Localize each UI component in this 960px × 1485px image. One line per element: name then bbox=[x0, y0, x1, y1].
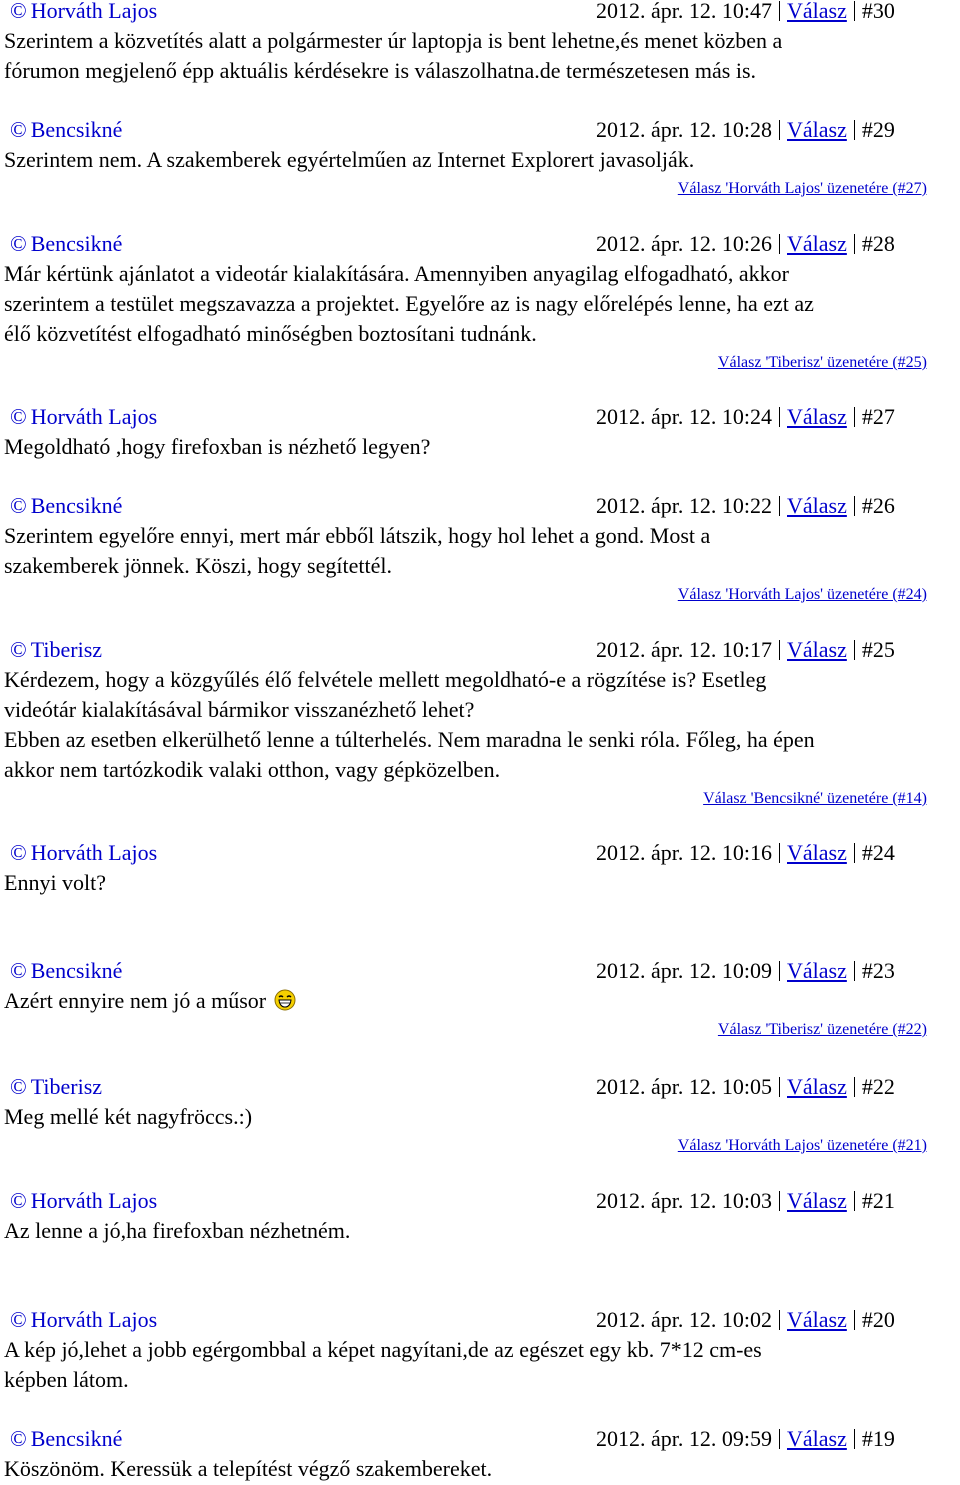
post-text: A kép jó,lehet a jobb egérgombbal a képet nagyítani,de az egészet egy kb. 7*12 cm-es bbox=[4, 1337, 762, 1362]
post-text-line bbox=[4, 145, 934, 175]
post-datetime: 2012. ápr. 12. 10:26 bbox=[596, 231, 772, 256]
forum-post bbox=[0, 635, 960, 813]
separator bbox=[779, 1191, 780, 1211]
separator bbox=[779, 1, 780, 21]
post-body bbox=[0, 145, 934, 203]
forum-post bbox=[0, 838, 960, 898]
copyright-icon: © bbox=[10, 958, 27, 983]
post-body bbox=[0, 521, 934, 609]
forum-post bbox=[0, 402, 960, 462]
copyright-icon: © bbox=[10, 231, 27, 256]
copyright-icon: © bbox=[10, 840, 27, 865]
post-header bbox=[0, 402, 960, 432]
forum-post bbox=[0, 1072, 960, 1160]
post-body bbox=[0, 432, 934, 462]
reply-to-link[interactable]: Válasz 'Horváth Lajos' üzenetére (#24) bbox=[677, 586, 927, 603]
separator bbox=[854, 961, 855, 981]
author-name: Horváth Lajos bbox=[30, 840, 158, 865]
separator bbox=[779, 407, 780, 427]
post-text: Szerintem nem. A szakemberek egyértelműen az Internet Explorert javasolják. bbox=[4, 147, 695, 172]
author-name: Tiberisz bbox=[30, 637, 103, 662]
post-body bbox=[0, 1454, 934, 1484]
post-text-line bbox=[4, 665, 934, 695]
post-number: #27 bbox=[861, 404, 895, 429]
post-body bbox=[0, 259, 934, 377]
reply-link[interactable]: Válasz bbox=[787, 1426, 847, 1451]
separator bbox=[854, 843, 855, 863]
post-number: #20 bbox=[861, 1307, 895, 1332]
post-text-line bbox=[4, 725, 934, 755]
reply-link[interactable]: Válasz bbox=[787, 840, 847, 865]
post-text: fórumon megjelenő épp aktuális kérdésekre is válaszolhatna.de természetesen más is. bbox=[4, 58, 757, 83]
post-text-line bbox=[4, 551, 934, 581]
author-link[interactable] bbox=[10, 1305, 157, 1335]
separator bbox=[779, 120, 780, 140]
post-number: #23 bbox=[861, 958, 895, 983]
post-text: Köszönöm. Keressük a telepítést végző szakembereket. bbox=[4, 1456, 493, 1481]
post-number: #26 bbox=[861, 493, 895, 518]
author-link[interactable] bbox=[10, 402, 157, 432]
post-text: videótár kialakításával bármikor visszanézhető lehet? bbox=[4, 697, 475, 722]
post-text-line bbox=[4, 289, 934, 319]
forum-post bbox=[0, 115, 960, 203]
post-number: #21 bbox=[861, 1188, 895, 1213]
post-number: #29 bbox=[861, 117, 895, 142]
post-number: #28 bbox=[861, 231, 895, 256]
reply-link[interactable]: Válasz bbox=[787, 0, 847, 23]
post-text: Szerintem egyelőre ennyi, mert már ebből látszik, hogy hol lehet a gond. Most a bbox=[4, 523, 711, 548]
author-name: Bencsikné bbox=[30, 493, 123, 518]
separator bbox=[779, 843, 780, 863]
post-text-line bbox=[4, 868, 934, 898]
post-text-line bbox=[4, 986, 934, 1016]
reply-link[interactable]: Válasz bbox=[787, 117, 847, 142]
post-header bbox=[0, 115, 960, 145]
post-meta bbox=[596, 229, 895, 259]
post-text: képben látom. bbox=[4, 1367, 129, 1392]
copyright-icon: © bbox=[10, 1307, 27, 1332]
separator bbox=[854, 1, 855, 21]
post-body bbox=[0, 665, 934, 813]
post-text: élő közvetítést elfogadható minőségben boztosítani tudnánk. bbox=[4, 321, 537, 346]
post-datetime: 2012. ápr. 12. 10:24 bbox=[596, 404, 772, 429]
copyright-icon: © bbox=[10, 1188, 27, 1213]
copyright-icon: © bbox=[10, 0, 27, 23]
post-header bbox=[0, 635, 960, 665]
separator bbox=[779, 961, 780, 981]
forum-post bbox=[0, 0, 960, 86]
post-datetime: 2012. ápr. 12. 10:17 bbox=[596, 637, 772, 662]
reply-to-link[interactable]: Válasz 'Tiberisz' üzenetére (#25) bbox=[717, 354, 927, 371]
post-header bbox=[0, 1186, 960, 1216]
post-body bbox=[0, 1216, 934, 1246]
post-text-line bbox=[4, 26, 934, 56]
separator bbox=[854, 1310, 855, 1330]
post-text: Már kértünk ajánlatot a videotár kialakítására. Amennyiben anyagilag elfogadható, akkor bbox=[4, 261, 789, 286]
post-datetime: 2012. ápr. 12. 10:22 bbox=[596, 493, 772, 518]
post-datetime: 2012. ápr. 12. 10:16 bbox=[596, 840, 772, 865]
post-text-line bbox=[4, 1335, 934, 1365]
author-name: Bencsikné bbox=[30, 958, 123, 983]
author-link[interactable] bbox=[10, 0, 157, 26]
post-text-line bbox=[4, 259, 934, 289]
copyright-icon: © bbox=[10, 493, 27, 518]
author-name: Horváth Lajos bbox=[30, 404, 158, 429]
author-link[interactable] bbox=[10, 229, 122, 259]
post-body bbox=[0, 868, 934, 898]
post-header bbox=[0, 956, 960, 986]
author-link[interactable] bbox=[10, 1072, 102, 1102]
post-number: #24 bbox=[861, 840, 895, 865]
post-meta bbox=[596, 115, 895, 145]
post-number: #19 bbox=[861, 1426, 895, 1451]
separator bbox=[854, 120, 855, 140]
separator bbox=[854, 1429, 855, 1449]
post-header bbox=[0, 491, 960, 521]
copyright-icon: © bbox=[10, 404, 27, 429]
separator bbox=[779, 234, 780, 254]
post-datetime: 2012. ápr. 12. 10:03 bbox=[596, 1188, 772, 1213]
post-text-line bbox=[4, 56, 934, 86]
post-body bbox=[0, 986, 934, 1044]
post-meta bbox=[596, 956, 895, 986]
reply-link[interactable]: Válasz bbox=[787, 404, 847, 429]
post-text-line bbox=[4, 521, 934, 551]
author-name: Horváth Lajos bbox=[30, 0, 158, 23]
post-text-line bbox=[4, 432, 934, 462]
post-header bbox=[0, 229, 960, 259]
author-name: Bencsikné bbox=[30, 117, 123, 142]
post-text: akkor nem tartózkodik valaki otthon, vagy gépközelben. bbox=[4, 757, 501, 782]
post-meta bbox=[596, 402, 895, 432]
forum-post bbox=[0, 1424, 960, 1484]
post-text-line bbox=[4, 1102, 934, 1132]
post-datetime: 2012. ápr. 12. 10:02 bbox=[596, 1307, 772, 1332]
copyright-icon: © bbox=[10, 117, 27, 142]
reply-to-link[interactable]: Válasz 'Horváth Lajos' üzenetére (#27) bbox=[677, 180, 927, 197]
post-datetime: 2012. ápr. 12. 10:05 bbox=[596, 1074, 772, 1099]
post-meta bbox=[596, 491, 895, 521]
separator bbox=[854, 234, 855, 254]
separator bbox=[854, 1077, 855, 1097]
author-link[interactable] bbox=[10, 491, 122, 521]
author-link[interactable] bbox=[10, 956, 122, 986]
author-link[interactable] bbox=[10, 1424, 122, 1454]
post-meta bbox=[596, 1305, 895, 1335]
separator bbox=[854, 1191, 855, 1211]
separator bbox=[854, 496, 855, 516]
post-header bbox=[0, 0, 960, 26]
post-meta bbox=[596, 0, 895, 26]
post-text: Megoldható ,hogy firefoxban is nézhető legyen? bbox=[4, 434, 431, 459]
separator bbox=[779, 496, 780, 516]
post-text: szakemberek jönnek. Köszi, hogy segítettél. bbox=[4, 553, 392, 578]
post-meta bbox=[596, 1424, 895, 1454]
author-link[interactable] bbox=[10, 115, 122, 145]
post-meta bbox=[596, 1072, 895, 1102]
reply-to-link[interactable]: Válasz 'Tiberisz' üzenetére (#22) bbox=[717, 1021, 927, 1038]
post-meta bbox=[596, 635, 895, 665]
post-text: Kérdezem, hogy a közgyűlés élő felvétele mellett megoldható-e a rögzítése is? Esetleg bbox=[4, 667, 767, 692]
post-body bbox=[0, 1335, 934, 1395]
forum-post bbox=[0, 1186, 960, 1246]
post-text-line bbox=[4, 1365, 934, 1395]
separator bbox=[779, 1077, 780, 1097]
reply-link[interactable]: Válasz bbox=[787, 493, 847, 518]
reply-link[interactable]: Válasz bbox=[787, 1307, 847, 1332]
post-text-line bbox=[4, 755, 934, 785]
post-datetime: 2012. ápr. 12. 10:09 bbox=[596, 958, 772, 983]
post-text-line bbox=[4, 695, 934, 725]
post-meta bbox=[596, 838, 895, 868]
author-name: Bencsikné bbox=[30, 1426, 123, 1451]
reply-link[interactable]: Válasz bbox=[787, 637, 847, 662]
reply-link[interactable]: Válasz bbox=[787, 958, 847, 983]
separator bbox=[779, 1429, 780, 1449]
post-header bbox=[0, 838, 960, 868]
post-number: #25 bbox=[861, 637, 895, 662]
post-header bbox=[0, 1305, 960, 1335]
post-meta bbox=[596, 1186, 895, 1216]
post-text-line bbox=[4, 319, 934, 349]
post-text: Ebben az esetben elkerülhető lenne a túlterhelés. Nem maradna le senki róla. Főleg, ha épen bbox=[4, 727, 815, 752]
laughing-smiley-icon bbox=[274, 989, 296, 1011]
post-number: #22 bbox=[861, 1074, 895, 1099]
separator bbox=[854, 407, 855, 427]
separator bbox=[854, 640, 855, 660]
reply-link[interactable]: Válasz bbox=[787, 231, 847, 256]
post-text: Azért ennyire nem jó a műsor bbox=[4, 988, 267, 1013]
author-name: Horváth Lajos bbox=[30, 1307, 158, 1332]
post-datetime: 2012. ápr. 12. 10:47 bbox=[596, 0, 772, 23]
post-body bbox=[0, 26, 934, 86]
forum-post bbox=[0, 1305, 960, 1395]
copyright-icon: © bbox=[10, 1074, 27, 1099]
author-name: Tiberisz bbox=[30, 1074, 103, 1099]
post-text-line bbox=[4, 1216, 934, 1246]
reply-link[interactable]: Válasz bbox=[787, 1074, 847, 1099]
forum-post bbox=[0, 956, 960, 1044]
post-text: Az lenne a jó,ha firefoxban nézhetném. bbox=[4, 1218, 351, 1243]
post-header bbox=[0, 1072, 960, 1102]
author-link[interactable] bbox=[10, 635, 102, 665]
author-link[interactable] bbox=[10, 1186, 157, 1216]
author-name: Horváth Lajos bbox=[30, 1188, 158, 1213]
separator bbox=[779, 1310, 780, 1330]
reply-link[interactable]: Válasz bbox=[787, 1188, 847, 1213]
post-datetime: 2012. ápr. 12. 09:59 bbox=[596, 1426, 772, 1451]
post-datetime: 2012. ápr. 12. 10:28 bbox=[596, 117, 772, 142]
post-body bbox=[0, 1102, 934, 1160]
post-text: Szerintem a közvetítés alatt a polgármester úr laptopja is bent lehetne,és menet közben a bbox=[4, 28, 783, 53]
reply-to-link[interactable]: Válasz 'Bencsikné' üzenetére (#14) bbox=[703, 790, 927, 807]
copyright-icon: © bbox=[10, 637, 27, 662]
copyright-icon: © bbox=[10, 1426, 27, 1451]
post-number: #30 bbox=[861, 0, 895, 23]
forum-post bbox=[0, 491, 960, 609]
reply-to-link[interactable]: Válasz 'Horváth Lajos' üzenetére (#21) bbox=[677, 1137, 927, 1154]
separator bbox=[779, 640, 780, 660]
forum-post bbox=[0, 229, 960, 377]
author-link[interactable] bbox=[10, 838, 157, 868]
post-text: Meg mellé két nagyfröccs.:) bbox=[4, 1104, 253, 1129]
post-text: szerintem a testület megszavazza a projektet. Egyelőre az is nagy előrelépés lenne, ha ezt az bbox=[4, 291, 814, 316]
author-name: Bencsikné bbox=[30, 231, 123, 256]
post-text-line bbox=[4, 1454, 934, 1484]
post-header bbox=[0, 1424, 960, 1454]
post-text: Ennyi volt? bbox=[4, 870, 107, 895]
